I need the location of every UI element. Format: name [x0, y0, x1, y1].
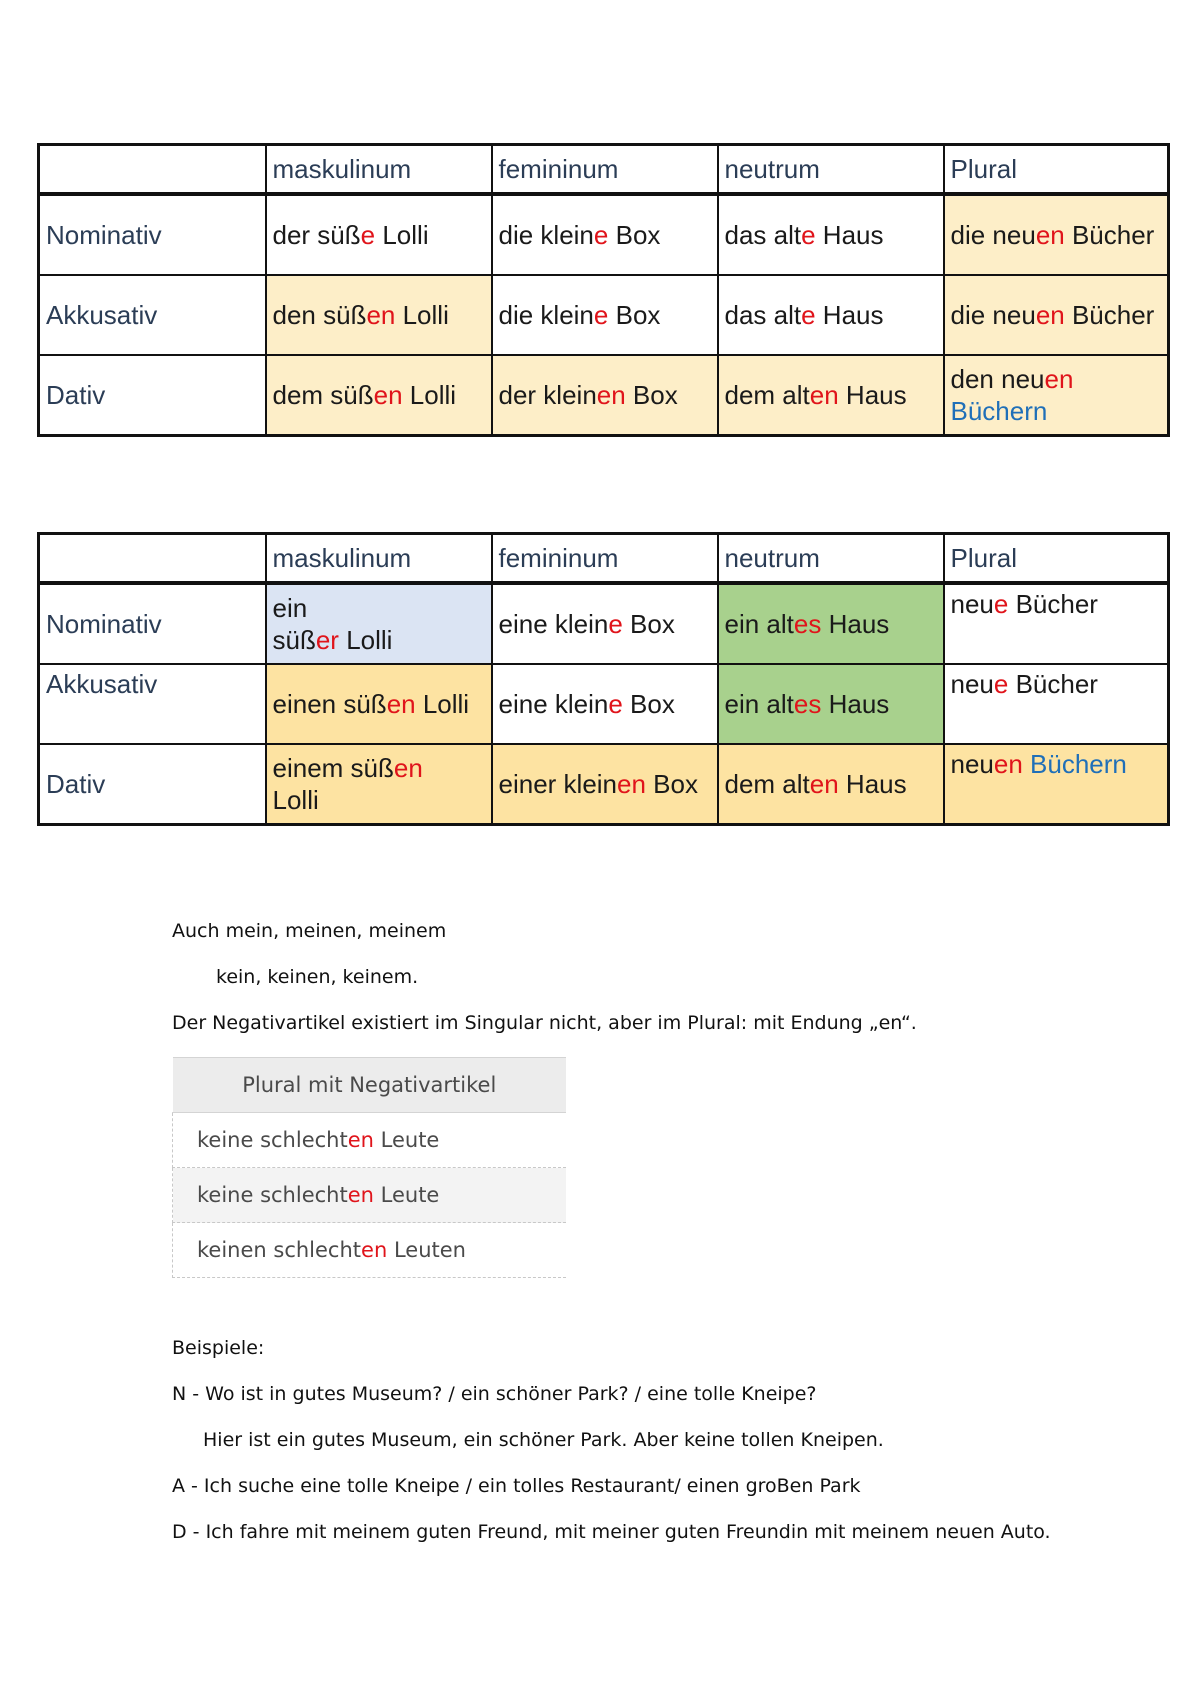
table-header: Plural mit Negativartikel: [173, 1058, 567, 1113]
cell-neut: dem alten Haus: [718, 744, 944, 825]
note-line-2: kein, keinen, keinem.: [216, 966, 419, 988]
cell-neut: das alte Haus: [718, 275, 944, 355]
note-line-3: Der Negativartikel existiert im Singular nicht, aber im Plural: mit Endung „en“.: [172, 1012, 917, 1034]
table-row: [173, 1113, 567, 1168]
table-header-row: [39, 145, 1169, 195]
cell-plural: neue Bücher: [944, 583, 1169, 664]
cell-mask: der süße Lolli: [266, 194, 492, 275]
header-cell-neutrum: neutrum: [718, 145, 944, 195]
case-label: Nominativ: [39, 583, 266, 664]
table-row-dativ: [39, 355, 1169, 436]
table-row-nominativ: [39, 194, 1169, 275]
header-cell-maskulinum: maskulinum: [266, 534, 492, 584]
indefinite-article-table: [37, 532, 1170, 826]
cell-plural: die neuen Bücher: [944, 194, 1169, 275]
table-header-row: [173, 1058, 567, 1113]
cell-neut: ein altes Haus: [718, 664, 944, 744]
cell-mask: den süßen Lolli: [266, 275, 492, 355]
header-cell-maskulinum: maskulinum: [266, 145, 492, 195]
header-cell-neutrum: neutrum: [718, 534, 944, 584]
cell-mask: einen süßen Lolli: [266, 664, 492, 744]
header-cell-plural: Plural: [944, 534, 1169, 584]
cell-fem: die kleine Box: [492, 275, 718, 355]
cell-neut: das alte Haus: [718, 194, 944, 275]
header-cell-femininum: femininum: [492, 534, 718, 584]
header-cell-empty: [39, 145, 266, 195]
cell-fem: der kleinen Box: [492, 355, 718, 436]
table-header-row: [39, 534, 1169, 584]
example-dativ: D - Ich fahre mit meinem guten Freund, mit meiner guten Freundin mit meinem neuen Auto.: [172, 1521, 1051, 1543]
table-row-dativ: [39, 744, 1169, 825]
table-row: [173, 1223, 567, 1278]
case-label: Akkusativ: [39, 275, 266, 355]
table-cell: keine schlechten Leute: [173, 1168, 567, 1223]
table-cell: keine schlechten Leute: [173, 1113, 567, 1168]
cell-fem: einer kleinen Box: [492, 744, 718, 825]
cell-mask: dem süßen Lolli: [266, 355, 492, 436]
case-label: Nominativ: [39, 194, 266, 275]
cell-plural: neuen Büchern: [944, 744, 1169, 825]
cell-plural: neue Bücher: [944, 664, 1169, 744]
table-row-akkusativ: [39, 664, 1169, 744]
example-nominativ: N - Wo ist in gutes Museum? / ein schöner Park? / eine tolle Kneipe?: [172, 1383, 817, 1405]
table-row-nominativ: [39, 583, 1169, 664]
cell-fem: die kleine Box: [492, 194, 718, 275]
cell-neut: ein altes Haus: [718, 583, 944, 664]
negative-article-table: [172, 1057, 566, 1278]
header-cell-femininum: femininum: [492, 145, 718, 195]
table-row-akkusativ: [39, 275, 1169, 355]
cell-neut: dem alten Haus: [718, 355, 944, 436]
examples-title: Beispiele:: [172, 1337, 265, 1359]
case-label: Dativ: [39, 355, 266, 436]
cell-mask: ein süßer Lolli: [266, 583, 492, 664]
note-line-1: Auch mein, meinen, meinem: [172, 920, 447, 942]
case-label: Akkusativ: [39, 664, 266, 744]
table-cell: keinen schlechten Leuten: [173, 1223, 567, 1278]
header-cell-plural: Plural: [944, 145, 1169, 195]
cell-plural: den neuen Büchern: [944, 355, 1169, 436]
cell-fem: eine kleine Box: [492, 664, 718, 744]
table-row: [173, 1168, 567, 1223]
cell-mask: einem süßen Lolli: [266, 744, 492, 825]
example-nominativ-answer: Hier ist ein gutes Museum, ein schöner Park. Aber keine tollen Kneipen.: [203, 1429, 884, 1451]
example-akkusativ: A - Ich suche eine tolle Kneipe / ein tolles Restaurant/ einen groBen Park: [172, 1475, 861, 1497]
cell-fem: eine kleine Box: [492, 583, 718, 664]
cell-plural: die neuen Bücher: [944, 275, 1169, 355]
header-cell-empty: [39, 534, 266, 584]
case-label: Dativ: [39, 744, 266, 825]
definite-article-table: [37, 143, 1170, 437]
